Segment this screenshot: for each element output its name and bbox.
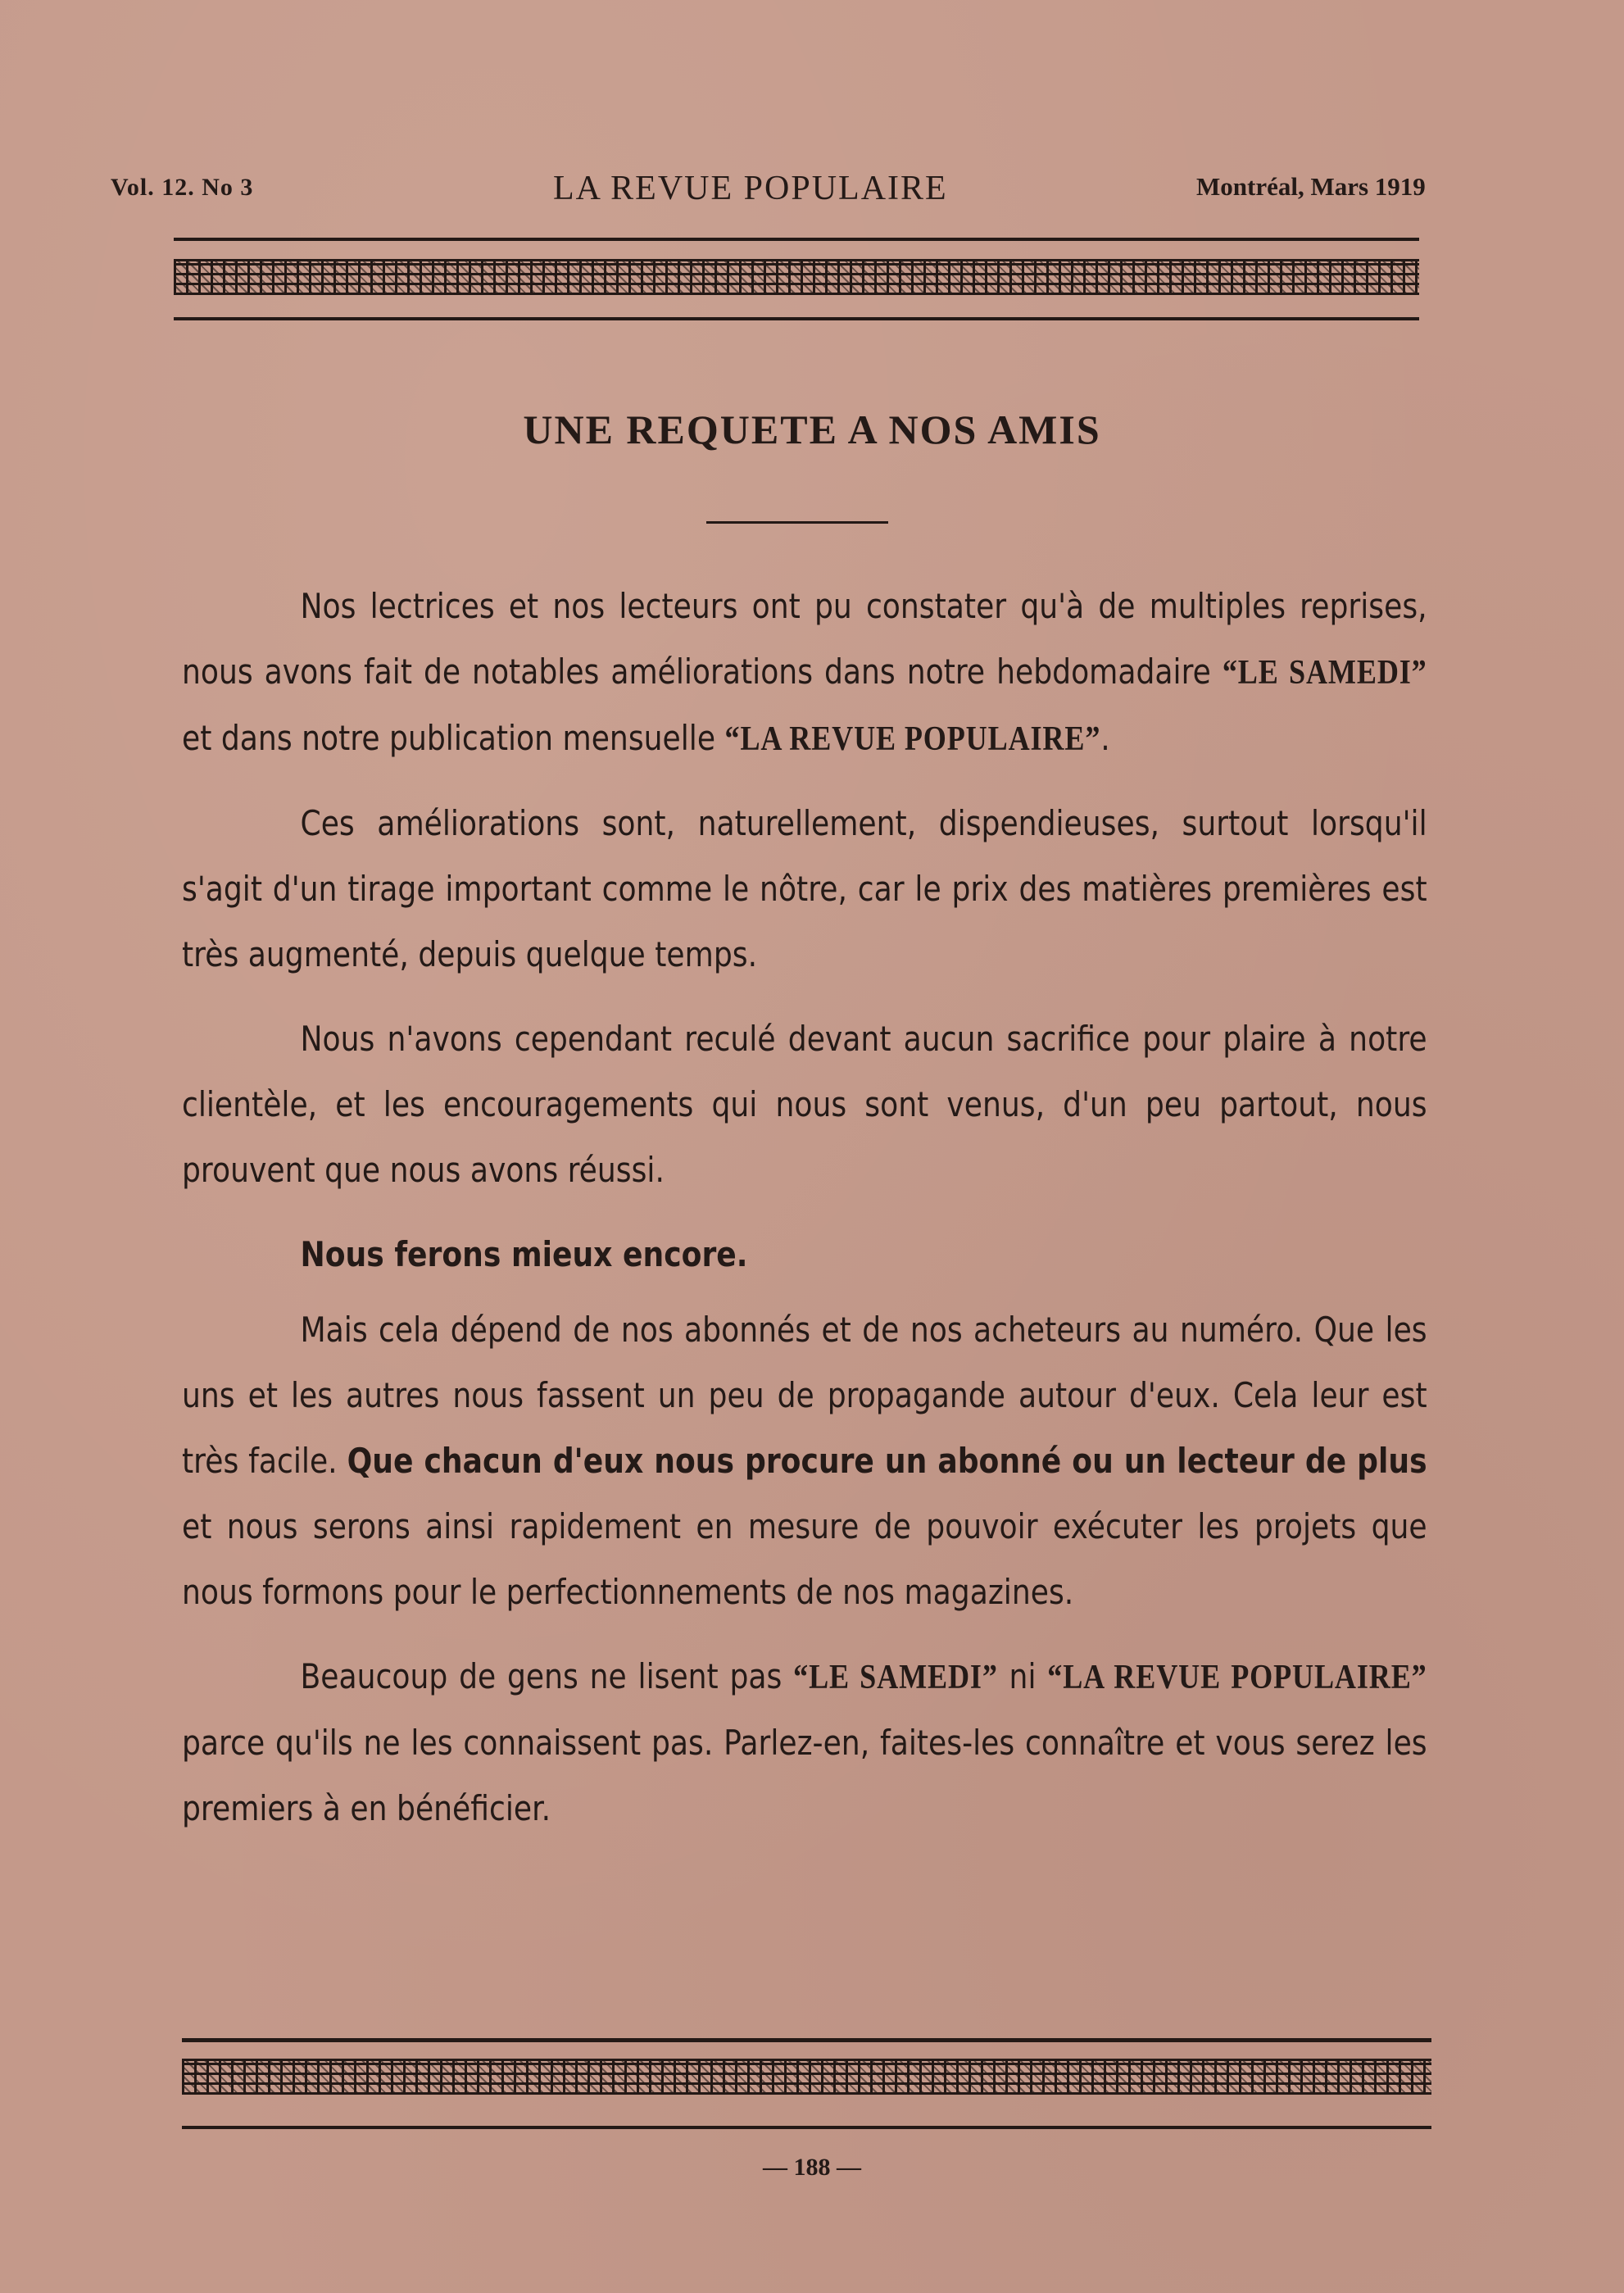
title-le-samedi: “LE SAMEDI” <box>793 1659 998 1696</box>
paragraph-3: Nous n'avons cependant reculé devant aucun sacrifice pour plaire à notre clientèle, et les encouragements qui nous sont venus, d'un peu partout, nous prouvent que nous avons réussi. <box>182 1019 1427 1190</box>
paragraph-1: Nos lectrices et nos lecteurs ont pu constater qu'à de multiples reprises, nous avons fait de notables améliorations dans notre hebdomadaire “LE SAMEDI” et dans notre publication mensuelle “LA REVUE POPULAIRE”. <box>182 586 1427 758</box>
emphasis-request: Que chacun d'eux nous procure un abonné ou un lecteur de plus <box>347 1441 1427 1481</box>
paragraph-2: Ces améliorations sont, naturellement, dispendieuses, surtout lorsqu'il s'agit d'un tirage important comme le nôtre, car le prix des matières premières est très augmenté, depuis quelque temps. <box>182 803 1427 974</box>
paragraph-5: Mais cela dépend de nos abonnés et de nos acheteurs au numéro. Que les uns et les autres nous fassent un peu de propagande autour d'eux. Cela leur est très facile. Que chacun d'eux nous procure un abonné ou un lecteur de plus et nous serons ainsi rapidement en mesure de pouvoir exécuter les projets que nous formons pour le perfectionnements de nos magazines. <box>182 1310 1427 1612</box>
title-divider <box>706 521 888 524</box>
top-ornamental-band <box>174 259 1419 295</box>
article-title: UNE REQUETE A NOS AMIS <box>523 406 1101 452</box>
article-body <box>182 574 1427 1860</box>
bottom-ornamental-band <box>182 2059 1431 2095</box>
publication-name: LA REVUE POPULAIRE <box>553 170 948 207</box>
paragraph-4: Nous ferons mieux encore. <box>300 1234 748 1274</box>
title-la-revue-populaire: “LA REVUE POPULAIRE” <box>724 720 1101 758</box>
dateline: Montréal, Mars 1919 <box>1196 172 1426 201</box>
top-rule-upper <box>174 238 1419 241</box>
top-rule-lower <box>174 317 1419 320</box>
paragraph-6: Beaucoup de gens ne lisent pas “LE SAMEDI” ni “LA REVUE POPULAIRE” parce qu'ils ne les connaissent pas. Parlez-en, faites-les connaître et vous serez les premiers à en bénéficier. <box>182 1656 1427 1828</box>
bottom-rule-lower <box>182 2126 1431 2129</box>
bottom-rule-upper <box>182 2038 1431 2042</box>
title-la-revue-populaire: “LA REVUE POPULAIRE” <box>1047 1659 1427 1696</box>
volume-number: Vol. 12. No 3 <box>111 174 254 201</box>
page-number: — 188 — <box>763 2154 861 2181</box>
title-le-samedi: “LE SAMEDI” <box>1222 654 1427 692</box>
running-header <box>0 164 1624 213</box>
